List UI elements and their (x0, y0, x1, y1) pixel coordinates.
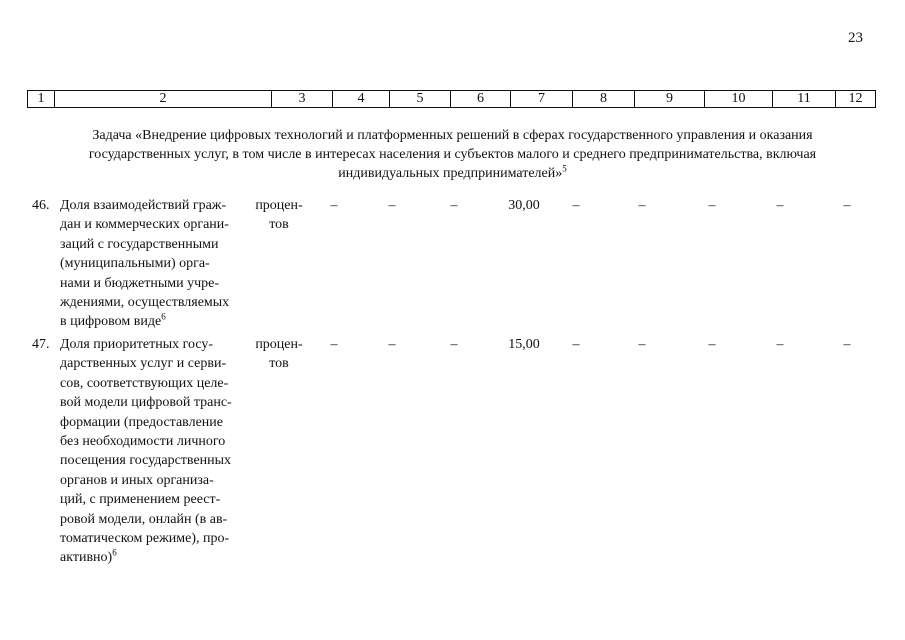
column-header-7: 7 (511, 91, 573, 107)
value-col-11: – (776, 198, 784, 213)
row-unit: процен- тов (255, 198, 303, 232)
column-header-10: 10 (705, 91, 773, 107)
value-col-4: – (330, 198, 338, 213)
column-header-8: 8 (573, 91, 635, 107)
column-header-9: 9 (635, 91, 705, 107)
value-col-8: – (572, 198, 580, 213)
column-number-header-row (27, 90, 876, 108)
value-col-8: – (572, 337, 580, 352)
value-col-6: – (450, 198, 458, 213)
column-header-11: 11 (773, 91, 836, 107)
column-header-5: 5 (390, 91, 451, 107)
column-header-3: 3 (272, 91, 333, 107)
value-col-4: – (330, 337, 338, 352)
row-description (60, 196, 246, 332)
value-col-9: – (638, 337, 646, 352)
value-col-12: – (843, 337, 851, 352)
row-description-text: Доля приоритетных госу- дарственных услуг и серви- сов, соответствующих целе- вой модели цифровой транс- формации (предоставление без необходимости личного посещения государственных органов и иных организа- ций, с применением реест- ровой модели, онлайн (в ав- томатическом режиме), про- активно) (60, 337, 232, 566)
task-heading-footnote: 5 (562, 163, 567, 174)
row-footnote: 6 (112, 547, 117, 558)
column-header-2: 2 (55, 91, 272, 107)
value-col-7: 30,00 (508, 198, 540, 213)
page-number: 23 (848, 30, 863, 46)
value-col-12: – (843, 198, 851, 213)
value-col-11: – (776, 337, 784, 352)
row-number: 47. (32, 337, 50, 352)
column-header-6: 6 (451, 91, 511, 107)
column-header-1: 1 (28, 91, 55, 107)
value-col-5: – (388, 198, 396, 213)
value-col-10: – (708, 198, 716, 213)
column-header-12: 12 (848, 91, 863, 106)
task-heading-text: Задача «Внедрение цифровых технологий и платформенных решений в сферах государственного управления и оказания государственных услуг, в том числе в интересах населения и субъектов малого и среднего предпринимательства, включая индивидуальных предпринимателей» (88, 128, 817, 181)
value-col-5: – (388, 337, 396, 352)
row-unit: процен- тов (255, 337, 303, 371)
row-description-text: Доля взаимодействий граж- дан и коммерческих органи- заций с государственными (муниципальными) орга- нами и бюджетными учре- ждениями, осуществляемых в цифровом виде (60, 198, 230, 330)
value-col-9: – (638, 198, 646, 213)
value-col-6: – (450, 337, 458, 352)
value-col-7: 15,00 (508, 337, 540, 352)
row-number: 46. (32, 198, 50, 213)
task-heading (40, 126, 865, 183)
column-header-4: 4 (333, 91, 390, 107)
value-col-10: – (708, 337, 716, 352)
row-description (60, 335, 246, 568)
row-footnote: 6 (161, 311, 166, 322)
